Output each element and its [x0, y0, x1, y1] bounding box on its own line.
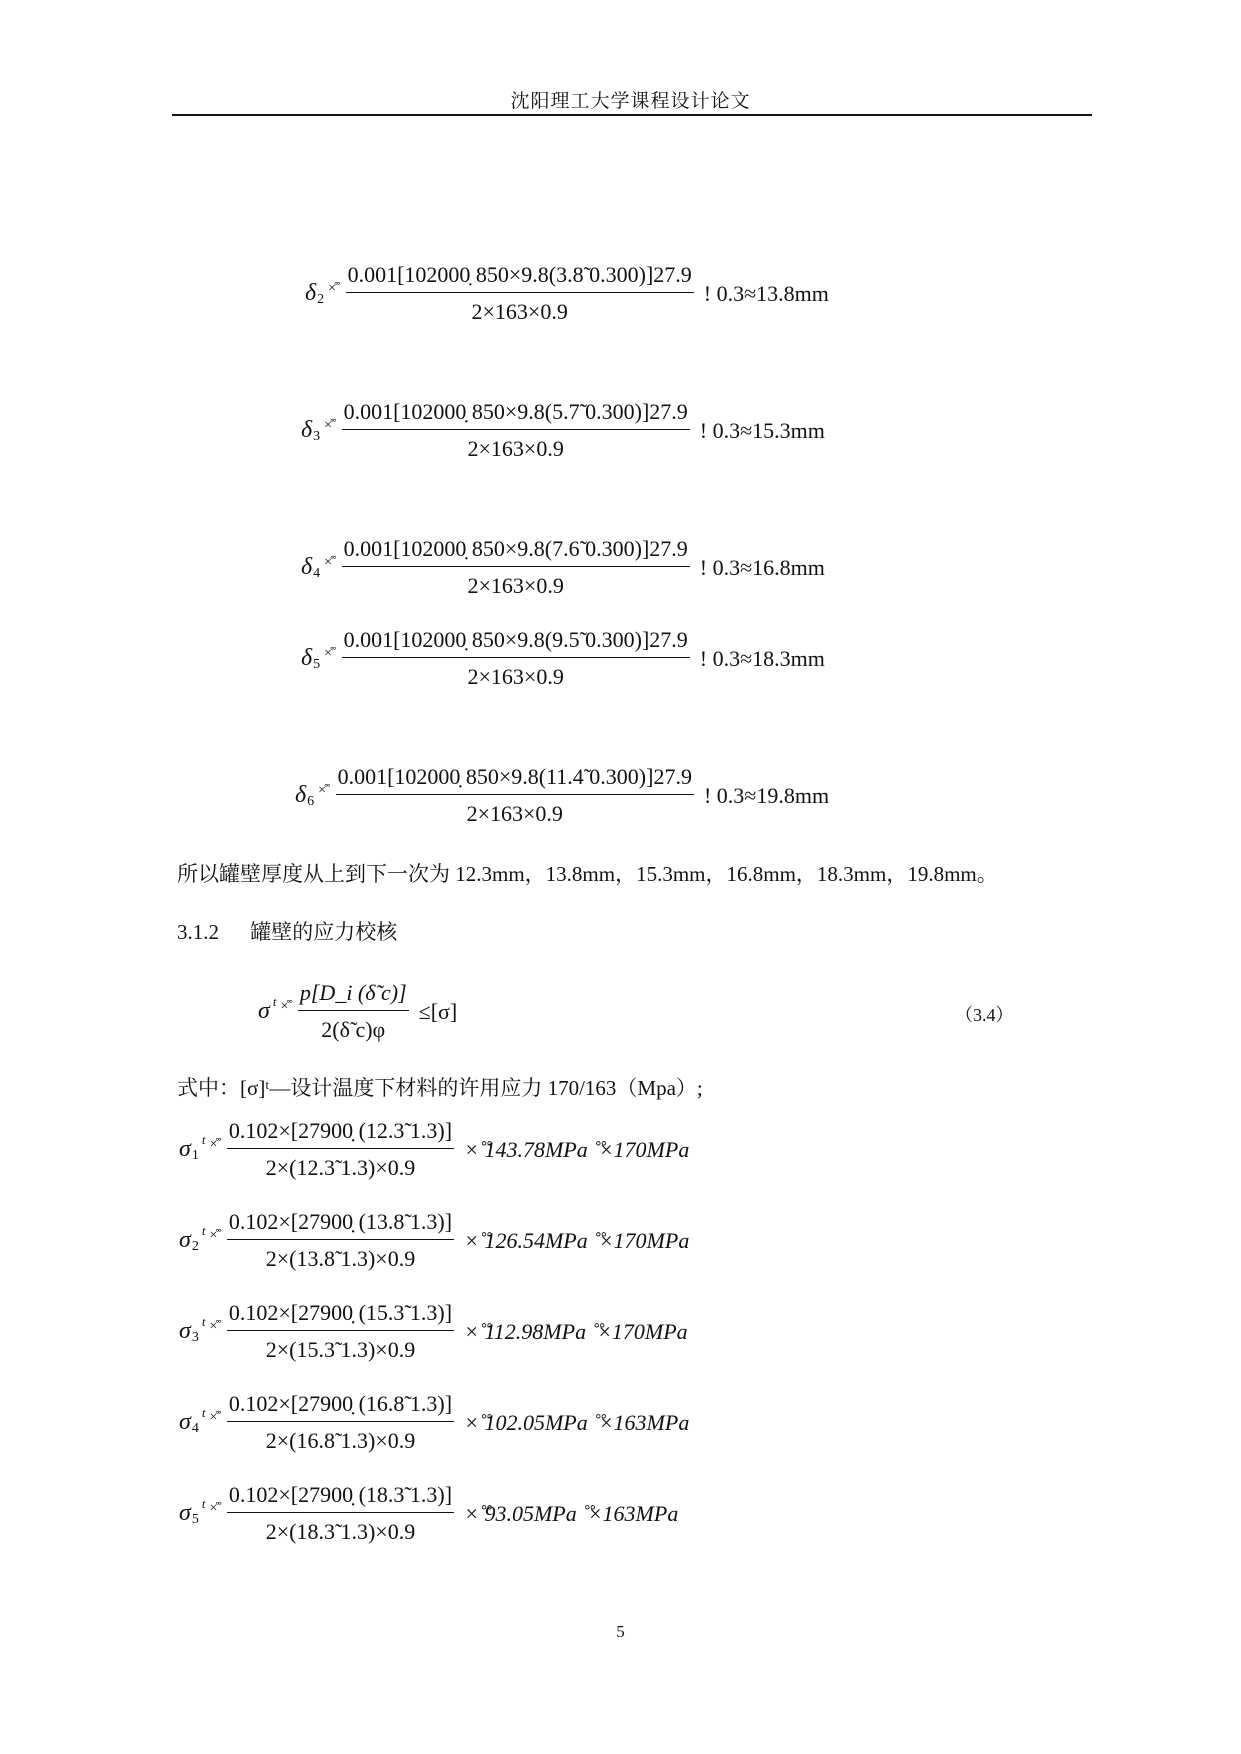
- fraction-numerator: p[D_i (δ̃ c)]: [298, 980, 409, 1011]
- equation-symbol: δ: [305, 280, 317, 306]
- equation-mark: ×̊ ̊: [209, 1318, 219, 1334]
- equation-subscript: 1: [191, 1147, 199, 1163]
- equation-result: ≤[σ]: [418, 998, 458, 1024]
- thickness-equation: [301, 627, 825, 690]
- stress-check-formula: [258, 980, 457, 1043]
- equation-mark: ×̊ ̊: [328, 280, 338, 296]
- equation-result: ×̊ ̊126.54MPa ̊ ̊×170MPa: [464, 1227, 690, 1253]
- fraction-denominator: 2×(16.8̃ 1.3)×0.9: [265, 1428, 416, 1453]
- thickness-equation: [301, 399, 825, 462]
- equation-fraction: [342, 399, 690, 462]
- equation-superscript: t: [272, 993, 277, 1009]
- equation-subscript: 6: [307, 793, 315, 809]
- equation-fraction: [227, 1118, 454, 1181]
- equation-subscript: 3: [313, 428, 321, 444]
- equation-subscript: 2: [317, 291, 325, 307]
- equation-symbol: δ: [301, 645, 313, 671]
- equation-symbol: σ: [179, 1409, 191, 1435]
- equation-subscript: 2: [191, 1238, 199, 1254]
- equation-result: ! 0.3≈16.8mm: [699, 554, 825, 580]
- equation-fraction: [227, 1391, 454, 1454]
- equation-subscript: 3: [191, 1329, 199, 1345]
- fraction-numerator: 0.001[102000̣ 850×9.8(3.8̃ 0.300)]27.9: [346, 262, 694, 293]
- fraction-denominator: 2×163×0.9: [467, 573, 564, 598]
- summary-paragraph: 所以罐壁厚度从上到下一次为 12.3mm，13.8mm，15.3mm，16.8mm，18.3mm，19.8mm。: [177, 862, 998, 886]
- equation-fraction: [227, 1482, 454, 1545]
- fraction-numerator: 0.102×[27900̣ (16.8̃ 1.3)]: [227, 1391, 454, 1422]
- equation-result: ! 0.3≈15.3mm: [699, 417, 825, 443]
- section-number: 3.1.2: [177, 920, 219, 944]
- equation-fraction: [227, 1300, 454, 1363]
- equation-result: ! 0.3≈18.3mm: [699, 645, 825, 671]
- equation-superscript: t: [201, 1495, 206, 1511]
- fraction-numerator: 0.102×[27900̣ (15.3̃ 1.3)]: [227, 1300, 454, 1331]
- equation-mark: ×̊ ̊: [209, 1500, 219, 1516]
- fraction-numerator: 0.001[102000̣ 850×9.8(5.7̃ 0.300)]27.9: [342, 399, 690, 430]
- equation-mark: ×̊ ̊: [209, 1409, 219, 1425]
- equation-symbol: δ: [301, 554, 313, 580]
- equation-fraction: [342, 627, 690, 690]
- fraction-denominator: 2×163×0.9: [466, 801, 563, 826]
- equation-superscript: t: [201, 1131, 206, 1147]
- fraction-numerator: 0.102×[27900̣ (18.3̃ 1.3)]: [227, 1482, 454, 1513]
- equation-subscript: 4: [191, 1420, 199, 1436]
- equation-symbol: δ: [295, 782, 307, 808]
- equation-symbol: σ: [258, 998, 270, 1024]
- stress-equation: [179, 1391, 689, 1454]
- equation-result: ×̊ ̊93.05MPa ̊ ̊×163MPa: [464, 1500, 679, 1526]
- equation-subscript: 4: [313, 565, 321, 581]
- section-title: 罐壁的应力校核: [250, 920, 398, 944]
- fraction-denominator: 2×(15.3̃ 1.3)×0.9: [265, 1337, 416, 1362]
- thickness-equation: [295, 764, 829, 827]
- fraction-numerator: 0.102×[27900̣ (13.8̃ 1.3)]: [227, 1209, 454, 1240]
- equation-result: ×̊ ̊143.78MPa ̊ ̊×170MPa: [464, 1136, 690, 1162]
- equation-fraction: [346, 262, 694, 325]
- fraction-denominator: 2(δ̃ c)φ: [321, 1017, 386, 1042]
- equation-symbol: σ: [179, 1136, 191, 1162]
- thickness-equation: [301, 536, 825, 599]
- equation-fraction: [227, 1209, 454, 1272]
- fraction-numerator: 0.001[102000̣ 850×9.8(9.5̃ 0.300)]27.9: [342, 627, 690, 658]
- equation-subscript: 5: [191, 1511, 199, 1527]
- definition-line: 式中：[σ]ᵗ—设计温度下材料的许用应力 170/163（Mpa）;: [177, 1076, 703, 1100]
- fraction-denominator: 2×163×0.9: [471, 299, 568, 324]
- thickness-equation: [305, 262, 829, 325]
- fraction-denominator: 2×(13.8̃ 1.3)×0.9: [265, 1246, 416, 1271]
- equation-mark: ×̊ ̊: [280, 998, 290, 1014]
- equation-symbol: σ: [179, 1500, 191, 1526]
- fraction-numerator: 0.001[102000̣ 850×9.8(7.6̃ 0.300)]27.9: [342, 536, 690, 567]
- equation-mark: ×̊ ̊: [324, 554, 334, 570]
- equation-subscript: 5: [313, 656, 321, 672]
- equation-superscript: t: [201, 1222, 206, 1238]
- equation-symbol: σ: [179, 1318, 191, 1344]
- equation-fraction: [336, 764, 694, 827]
- equation-fraction: [298, 980, 409, 1043]
- fraction-denominator: 2×(12.3̃ 1.3)×0.9: [265, 1155, 416, 1180]
- equation-result: ×̊ ̊102.05MPa ̊ ̊×163MPa: [464, 1409, 690, 1435]
- fraction-denominator: 2×163×0.9: [467, 436, 564, 461]
- equation-result: ! 0.3≈13.8mm: [703, 280, 829, 306]
- page-header-title: 沈阳理工大学课程设计论文: [510, 91, 751, 112]
- fraction-numerator: 0.001[102000̣ 850×9.8(11.4̃ 0.300)]27.9: [336, 764, 694, 795]
- equation-symbol: σ: [179, 1227, 191, 1253]
- stress-equation: [179, 1482, 678, 1545]
- equation-mark: ×̊ ̊: [318, 782, 328, 798]
- equation-result: ! 0.3≈19.8mm: [703, 782, 830, 808]
- equation-mark: ×̊ ̊: [209, 1136, 219, 1152]
- equation-result: ×̊ ̊112.98MPa ̊ ̊×170MPa: [464, 1318, 688, 1344]
- equation-mark: ×̊ ̊: [324, 645, 334, 661]
- fraction-numerator: 0.102×[27900̣ (12.3̃ 1.3)]: [227, 1118, 454, 1149]
- equation-superscript: t: [201, 1404, 206, 1420]
- equation-number: （3.4）: [955, 1005, 1014, 1025]
- equation-symbol: δ: [301, 417, 313, 443]
- stress-equation: [179, 1209, 689, 1272]
- fraction-denominator: 2×(18.3̃ 1.3)×0.9: [265, 1519, 416, 1544]
- stress-equation: [179, 1300, 688, 1363]
- section-heading: [177, 916, 397, 946]
- equation-fraction: [342, 536, 690, 599]
- stress-equation: [179, 1118, 689, 1181]
- header-rule: [172, 114, 1092, 116]
- equation-mark: ×̊ ̊: [324, 417, 334, 433]
- fraction-denominator: 2×163×0.9: [467, 664, 564, 689]
- equation-superscript: t: [201, 1313, 206, 1329]
- page-number: 5: [616, 1622, 625, 1641]
- equation-mark: ×̊ ̊: [209, 1227, 219, 1243]
